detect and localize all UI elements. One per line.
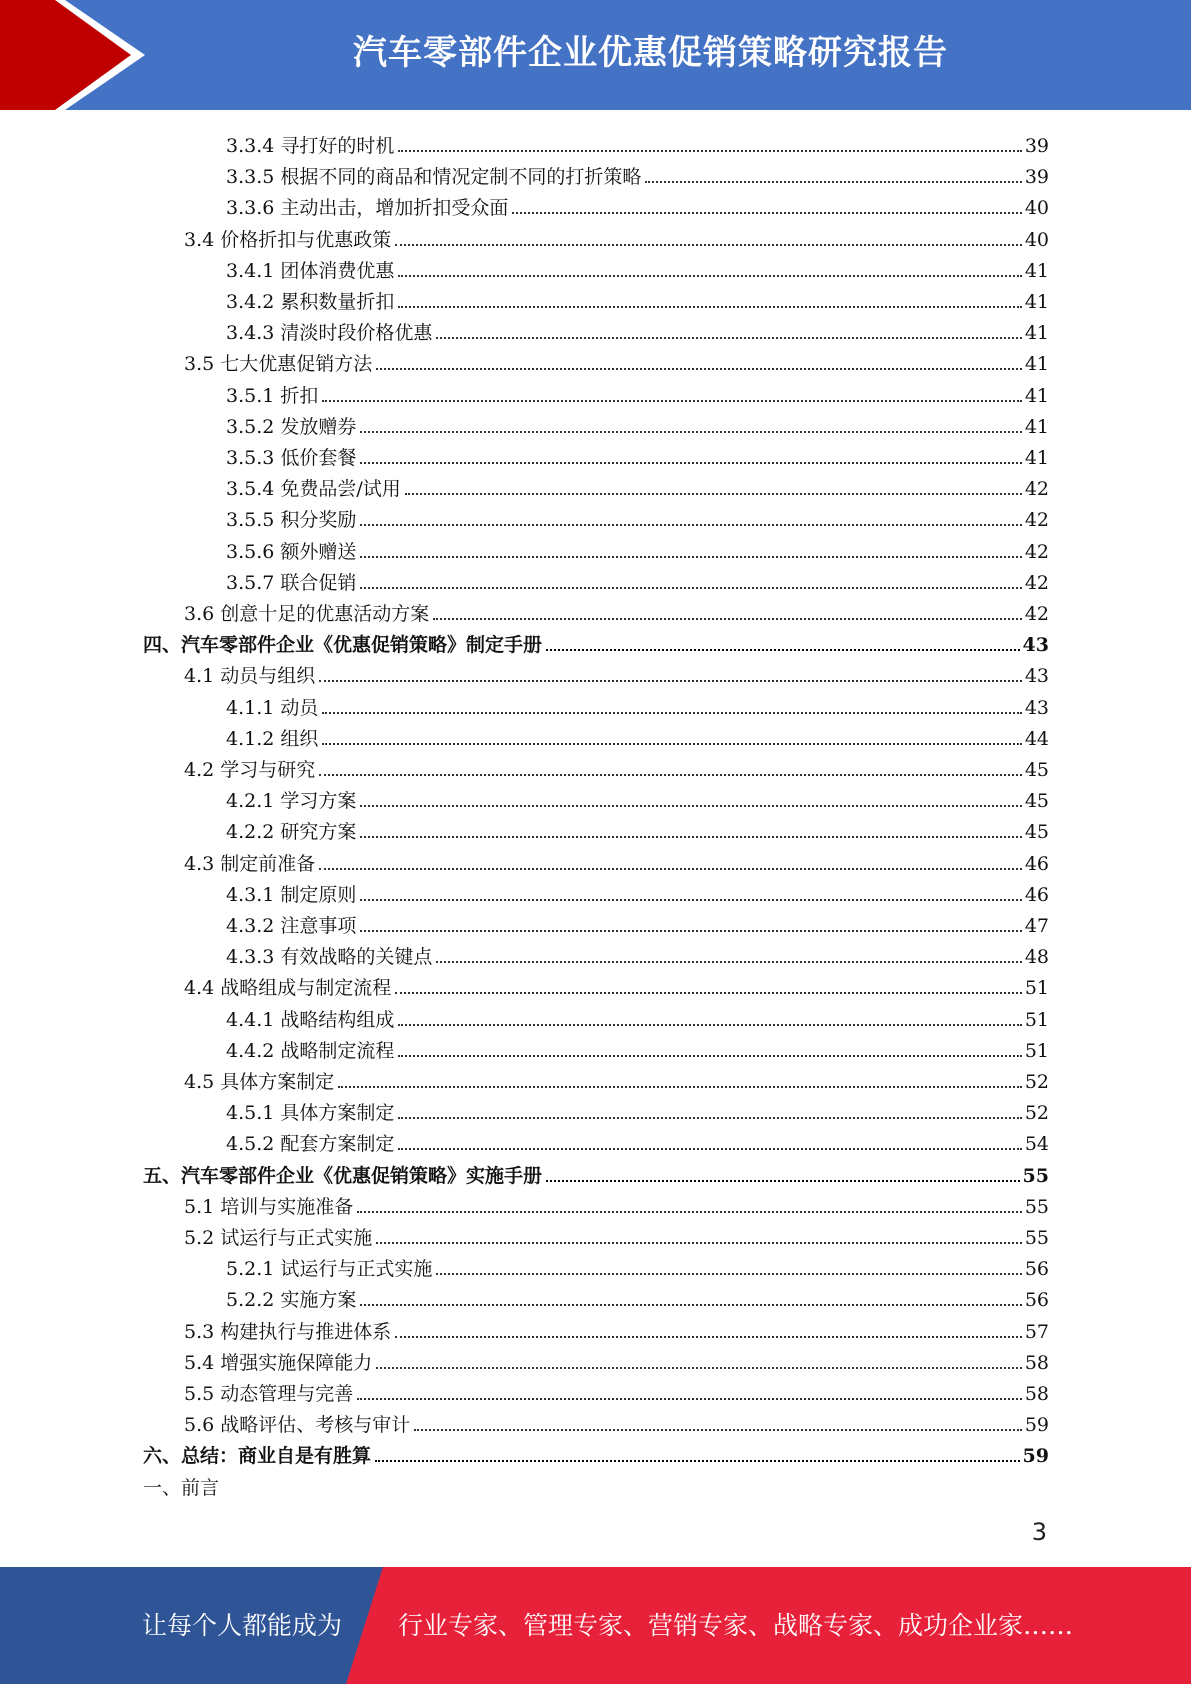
toc-entry[interactable] [226, 782, 1049, 813]
page-number: 3 [1031, 1518, 1047, 1546]
toc-entry-page: 59 [1024, 1414, 1049, 1437]
toc-entry[interactable] [226, 533, 1049, 564]
toc-entry-label: 五、汽车零部件企业《优惠促销策略》实施手册 [143, 1164, 543, 1187]
toc-entry-label: 5.2.1 试运行与正式实施 [226, 1258, 433, 1281]
toc-entry-label: 4.3.3 有效战略的关键点 [226, 946, 433, 969]
toc-entry-label: 5.1 培训与实施准备 [184, 1195, 354, 1218]
toc-entry-label: 3.4.3 清淡时段价格优惠 [226, 322, 433, 345]
toc-entry[interactable] [184, 1344, 1049, 1375]
toc-entry-label: 3.4.2 累积数量折扣 [226, 291, 395, 313]
toc-entry-page: 39 [1024, 166, 1049, 189]
toc-entry-page: 52 [1024, 1071, 1049, 1093]
toc-entry-page: 56 [1024, 1289, 1049, 1312]
toc-entry-page: 45 [1024, 790, 1049, 813]
toc-dot-leader [398, 275, 1021, 277]
toc-entry-page: 41 [1024, 415, 1049, 438]
report-title: 汽车零部件企业优惠促销策略研究报告 [353, 33, 948, 73]
toc-dot-leader [360, 462, 1021, 464]
toc-entry-page: 40 [1024, 228, 1049, 251]
toc-dot-leader [319, 774, 1022, 776]
toc-entry-page: 48 [1024, 946, 1049, 969]
toc-entry-page: 59 [1022, 1445, 1049, 1468]
toc-entry[interactable] [226, 938, 1049, 969]
toc-entry-label: 4.4.1 战略结构组成 [226, 1008, 395, 1031]
toc-dot-leader [360, 1304, 1021, 1306]
toc-entry[interactable] [184, 221, 1049, 252]
toc-entry[interactable] [226, 1250, 1049, 1281]
toc-dot-leader [376, 1367, 1022, 1369]
toc-entry[interactable] [226, 501, 1049, 532]
toc-entry-label: 4.5 具体方案制定 [184, 1071, 335, 1093]
toc-entry-page: 58 [1024, 1351, 1049, 1374]
toc-entry[interactable] [184, 1219, 1049, 1250]
toc-entry-label: 3.4.1 团体消费优惠 [226, 259, 395, 282]
toc-entry-label: 4.4.2 战略制定流程 [226, 1039, 395, 1062]
toc-entry[interactable] [226, 1125, 1049, 1156]
toc-entry[interactable] [143, 1469, 1049, 1500]
toc-entry[interactable] [226, 158, 1049, 189]
toc-entry-label: 4.1 动员与组织 [184, 665, 316, 688]
toc-entry-page: 43 [1024, 696, 1049, 719]
toc-entry-label: 3.5.1 折扣 [226, 384, 319, 407]
toc-entry-label: 5.3 构建执行与推进体系 [184, 1320, 392, 1343]
toc-dot-leader [375, 1460, 1020, 1462]
toc-entry-page: 52 [1024, 1102, 1049, 1125]
toc-entry-page: 46 [1024, 852, 1049, 875]
toc-dot-leader [398, 1117, 1021, 1119]
toc-entry[interactable] [226, 689, 1049, 720]
toc-dot-leader [512, 212, 1021, 214]
toc-dot-leader [360, 805, 1021, 807]
toc-entry-label: 3.5.4 免费品尝/试用 [226, 478, 401, 501]
toc-entry-page: 41 [1024, 353, 1049, 376]
toc-entry-label: 四、汽车零部件企业《优惠促销策略》制定手册 [143, 634, 543, 657]
toc-dot-leader [360, 431, 1021, 433]
toc-entry[interactable] [226, 564, 1049, 595]
toc-dot-leader [376, 368, 1022, 370]
toc-entry-label: 3.5 七大优惠促销方法 [184, 353, 373, 376]
toc-entry-page: 55 [1024, 1195, 1049, 1218]
toc-entry[interactable] [226, 907, 1049, 938]
toc-dot-leader [360, 587, 1021, 589]
toc-entry-page: 43 [1022, 634, 1049, 657]
footer-slogan: 让每个人都能成为 [142, 1611, 343, 1640]
footer-roles: 行业专家、管理专家、营销专家、战略专家、成功企业家…… [398, 1611, 1074, 1640]
toc-entry-page: 47 [1024, 915, 1049, 937]
toc-entry[interactable] [184, 1313, 1049, 1344]
toc-dot-leader [322, 712, 1021, 714]
toc-entry-label: 4.3 制定前准备 [184, 852, 316, 875]
toc-entry-page: 58 [1024, 1383, 1049, 1405]
toc-dot-leader [360, 524, 1021, 526]
toc-entry-label: 5.4 增强实施保障能力 [184, 1351, 373, 1374]
toc-entry[interactable] [184, 1063, 1049, 1094]
toc-entry[interactable] [226, 876, 1049, 907]
toc-entry-page: 41 [1024, 322, 1049, 345]
toc-dot-leader [398, 1055, 1021, 1057]
toc-dot-leader [436, 1273, 1021, 1275]
toc-entry-page: 55 [1022, 1164, 1049, 1187]
toc-entry[interactable] [143, 1157, 1049, 1188]
toc-entry-label: 4.1.2 组织 [226, 727, 319, 750]
toc-dot-leader [433, 618, 1022, 620]
toc-dot-leader [360, 556, 1021, 558]
toc-entry[interactable] [226, 283, 1049, 314]
toc-entry-label: 4.4 战略组成与制定流程 [184, 977, 392, 1000]
toc-entry-page: 39 [1024, 135, 1049, 157]
toc-entry-page: 56 [1024, 1258, 1049, 1281]
toc-entry-page: 41 [1024, 384, 1049, 407]
toc-entry[interactable] [226, 252, 1049, 283]
toc-entry[interactable] [184, 1188, 1049, 1219]
toc-entry-label: 3.5.3 低价套餐 [226, 447, 357, 469]
toc-entry-label: 4.5.2 配套方案制定 [226, 1133, 395, 1156]
toc-dot-leader [357, 1398, 1022, 1400]
toc-entry[interactable] [226, 314, 1049, 345]
toc-entry-page: 45 [1024, 759, 1049, 781]
toc-dot-leader [319, 868, 1022, 870]
toc-dot-leader [360, 930, 1021, 932]
toc-entry-page: 45 [1024, 821, 1049, 844]
toc-entry-label: 3.5.7 联合促销 [226, 571, 357, 594]
toc-entry[interactable] [226, 439, 1049, 470]
toc-entry-page: 51 [1024, 977, 1049, 1000]
toc-entry[interactable] [184, 969, 1049, 1000]
toc-dot-leader [360, 836, 1021, 838]
toc-entry-label: 3.3.5 根据不同的商品和情况定制不同的打折策略 [226, 166, 642, 189]
toc-entry-label: 3.6 创意十足的优惠活动方案 [184, 603, 430, 625]
toc-dot-leader [398, 150, 1021, 152]
toc-entry-label: 3.3.6 主动出击，增加折扣受众面 [226, 197, 509, 220]
toc-entry-label: 4.2 学习与研究 [184, 759, 316, 781]
toc-entry-label: 4.3.2 注意事项 [226, 915, 357, 937]
toc-entry[interactable] [226, 720, 1049, 751]
toc-entry[interactable] [184, 751, 1049, 782]
toc-entry[interactable] [184, 1406, 1049, 1437]
toc-entry[interactable] [226, 813, 1049, 844]
toc-entry[interactable] [143, 1437, 1049, 1468]
toc-dot-leader [322, 743, 1021, 745]
toc-entry-label: 4.2.2 研究方案 [226, 821, 357, 844]
toc-entry-page: 51 [1024, 1008, 1049, 1031]
toc-entry-label: 3.5.6 额外赠送 [226, 540, 357, 563]
toc-entry-label: 3.3.4 寻打好的时机 [226, 135, 395, 157]
toc-entry-label: 5.2 试运行与正式实施 [184, 1227, 373, 1249]
toc-entry-label: 3.5.2 发放赠券 [226, 415, 357, 438]
toc-dot-leader [398, 1024, 1021, 1026]
toc-dot-leader [546, 649, 1020, 651]
toc-entry[interactable] [184, 845, 1049, 876]
toc-entry[interactable] [226, 1032, 1049, 1063]
toc-entry-page: 51 [1024, 1039, 1049, 1062]
toc-dot-leader [395, 992, 1022, 994]
toc-entry-page: 41 [1024, 259, 1049, 282]
toc-entry[interactable] [226, 1001, 1049, 1032]
toc-entry[interactable] [226, 470, 1049, 501]
toc-dot-leader [546, 1180, 1020, 1182]
toc-dot-leader [645, 181, 1021, 183]
toc-dot-leader [395, 244, 1022, 246]
toc-dot-leader [395, 1336, 1022, 1338]
toc-entry-page: 41 [1024, 447, 1049, 469]
toc-dot-leader [319, 680, 1022, 682]
toc-entry[interactable] [184, 657, 1049, 688]
toc-entry[interactable] [226, 1094, 1049, 1125]
toc-entry-page: 41 [1024, 291, 1049, 313]
toc-entry-page: 46 [1024, 883, 1049, 906]
toc-entry-label: 5.5 动态管理与完善 [184, 1383, 354, 1405]
toc-entry-page: 43 [1024, 665, 1049, 688]
page-footer [0, 1567, 1191, 1684]
toc-entry-label: 4.1.1 动员 [226, 696, 319, 719]
toc-entry-label: 3.4 价格折扣与优惠政策 [184, 228, 392, 251]
toc-entry[interactable] [226, 408, 1049, 439]
toc-dot-leader [376, 1242, 1022, 1244]
toc-entry-label: 4.5.1 具体方案制定 [226, 1102, 395, 1125]
chevron-logo-icon [0, 0, 160, 110]
toc-entry-label: 4.3.1 制定原则 [226, 883, 357, 906]
toc-dot-leader [357, 1211, 1022, 1213]
toc-entry-label: 3.5.5 积分奖励 [226, 509, 357, 532]
toc-entry-page: 42 [1024, 509, 1049, 532]
page-header [0, 0, 1191, 110]
toc-entry[interactable] [226, 1281, 1049, 1312]
toc-entry[interactable] [143, 626, 1049, 657]
toc-entry-page: 42 [1024, 603, 1049, 625]
toc-entry[interactable] [184, 345, 1049, 376]
toc-entry-label: 5.2.2 实施方案 [226, 1289, 357, 1312]
toc-dot-leader [436, 961, 1021, 963]
toc-entry-page: 40 [1024, 197, 1049, 220]
toc-entry[interactable] [226, 377, 1049, 408]
toc-dot-leader [322, 400, 1021, 402]
toc-entry[interactable] [184, 595, 1049, 626]
toc-dot-leader [338, 1086, 1022, 1088]
toc-dot-leader [360, 899, 1021, 901]
toc-entry-label: 5.6 战略评估、考核与审计 [184, 1414, 411, 1437]
toc-dot-leader [398, 1148, 1021, 1150]
toc-entry-page: 42 [1024, 478, 1049, 501]
toc-entry-page: 44 [1024, 727, 1049, 750]
toc-entry-page: 57 [1024, 1320, 1049, 1343]
toc-dot-leader [405, 493, 1022, 495]
toc-entry-page: 54 [1024, 1133, 1049, 1156]
toc-entry-label: 4.2.1 学习方案 [226, 790, 357, 813]
toc-entry-label: 一、前言 [143, 1476, 220, 1499]
toc-entry[interactable] [226, 127, 1049, 158]
toc-entry-page: 42 [1024, 540, 1049, 563]
toc-dot-leader [436, 337, 1021, 339]
toc-entry[interactable] [226, 189, 1049, 220]
toc-entry-page: 42 [1024, 571, 1049, 594]
toc-entry-page: 55 [1024, 1227, 1049, 1249]
toc-dot-leader [414, 1429, 1022, 1431]
toc-entry[interactable] [184, 1375, 1049, 1406]
toc-dot-leader [398, 306, 1021, 308]
toc-entry-label: 六、总结：商业自是有胜算 [143, 1445, 372, 1468]
